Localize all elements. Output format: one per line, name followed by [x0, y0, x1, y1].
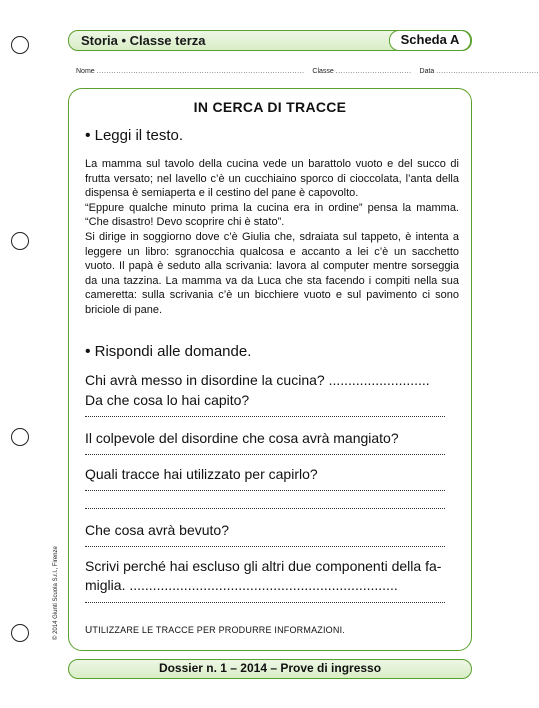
instruction-note: [85, 625, 345, 636]
question-5: Che cosa avrà bevuto?: [85, 522, 229, 538]
binder-hole-2: [11, 232, 29, 250]
scheda-label: Scheda A: [389, 30, 471, 51]
worksheet-content: [68, 88, 472, 651]
date-field[interactable]: ..........................................: [436, 68, 539, 75]
header-bar: [68, 30, 472, 51]
binder-hole-4: [11, 624, 29, 642]
student-info-line: [76, 68, 539, 75]
reading-text: [85, 157, 459, 318]
section-read-label: Leggi il testo.: [94, 127, 183, 144]
text-paragraph-1: La mamma sul tavolo della cucina vede un barattolo vuoto e del succo di frutta versato; nel lavello c’è un cucchiaino sporco di cioccolata, l’anta della dispensa è semiaperta e il cestino del pane è capovolto.: [85, 158, 459, 200]
question-6-line-2: miglia. .....................................................................: [85, 577, 398, 593]
question-3: Il colpevole del disordine che cosa avrà mangiato?: [85, 430, 399, 446]
header-subject: Storia • Classe terza: [81, 33, 206, 48]
class-field[interactable]: ...............................: [335, 68, 412, 75]
name-field[interactable]: .....................................................................................: [96, 68, 305, 75]
footer-bar: Dossier n. 1 – 2014 – Prove di ingresso: [68, 659, 472, 679]
question-4: Quali tracce hai utilizzato per capirlo?: [85, 466, 318, 482]
answer-line[interactable]: [85, 507, 445, 509]
bullet-icon: •: [85, 127, 91, 144]
instruction-note-initial: U: [85, 625, 93, 636]
section-answer-heading: [85, 343, 251, 361]
answer-line[interactable]: [85, 453, 445, 455]
copyright-notice: © 2014 Giunti Scuola S.r.l., Firenze: [53, 546, 59, 640]
answer-line[interactable]: [85, 415, 445, 417]
question-6-line-1: Scrivi perché hai escluso gli altri due componenti della fa-: [85, 558, 442, 574]
section-read-heading: [85, 127, 183, 145]
instruction-note-text: TILIZZARE LE TRACCE PER PRODURRE INFORMAZIONI.: [92, 625, 345, 635]
bullet-icon: •: [85, 343, 91, 360]
answer-line[interactable]: [85, 601, 445, 603]
question-2: Da che cosa lo hai capito?: [85, 392, 250, 408]
answer-line[interactable]: [85, 489, 445, 491]
question-1: Chi avrà messo in disordine la cucina? ..........................: [85, 372, 430, 388]
section-answer-label: Rispondi alle domande.: [94, 343, 252, 360]
text-paragraph-3: Si dirige in soggiorno dove c’è Giulia che, sdraiata sul tappeto, è intenta a leggere un libro: sgranocchia qualcosa e accanto a lei c’è un sacchetto vuoto. Il papà è seduto alla scrivania: lavora al computer mentre sorseggia da una tazzina. La mamma va da Luca che sta facendo i compiti nella sua cameretta: sulla scrivania c’è un bicchiere vuoto e sul pavimento ci sono briciole di pane.: [85, 230, 459, 316]
answer-line[interactable]: [85, 545, 445, 547]
date-label: Data: [419, 68, 435, 75]
binder-hole-1: [11, 36, 29, 54]
class-label: Classe: [312, 68, 334, 75]
worksheet-title: IN CERCA DI TRACCE: [193, 99, 347, 115]
name-label: Nome: [76, 68, 95, 75]
text-paragraph-2: “Eppure qualche minuto prima la cucina era in ordine” pensa la mamma. “Che disastro! Devo scoprire chi è stato”.: [85, 201, 459, 229]
binder-hole-3: [11, 428, 29, 446]
